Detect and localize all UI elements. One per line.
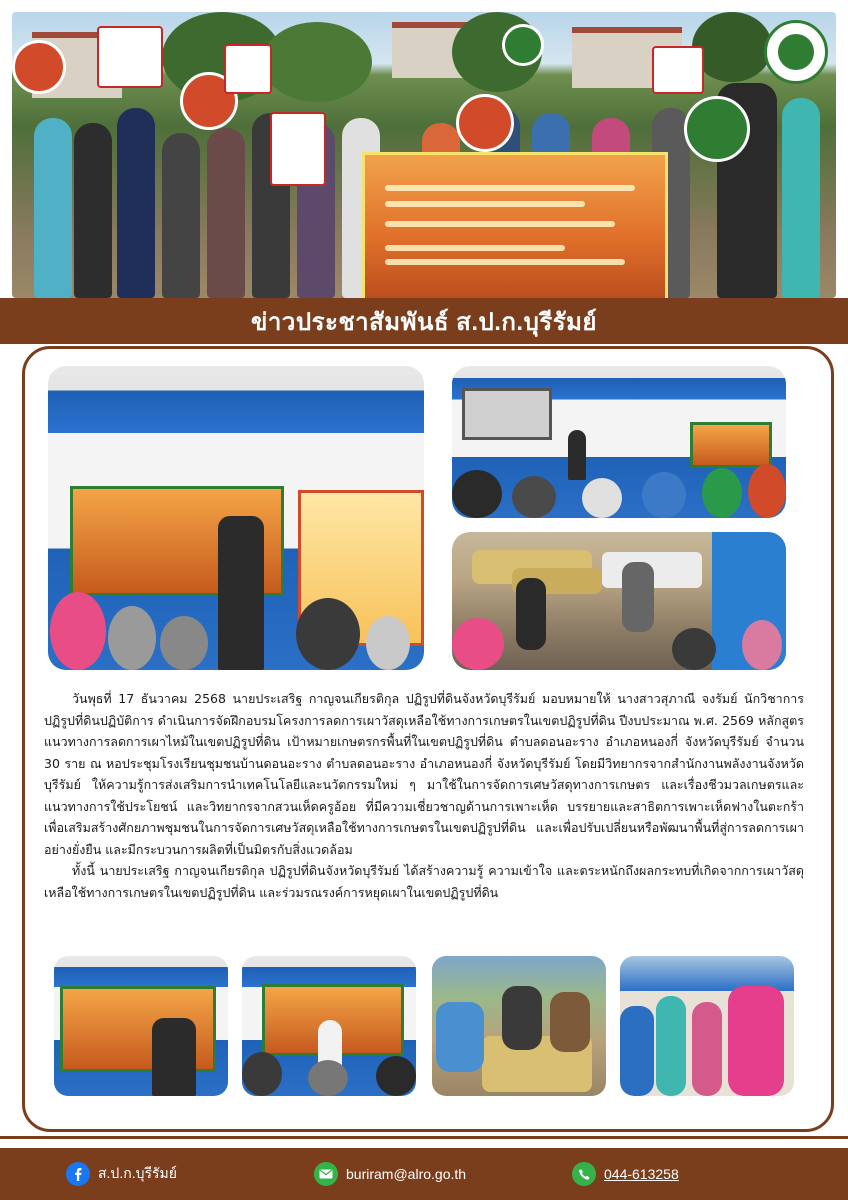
email-link[interactable] — [314, 1162, 466, 1186]
header-band — [0, 298, 848, 344]
photo-participants-products — [620, 956, 794, 1096]
phone-icon — [572, 1162, 596, 1186]
facebook-label: ส.ป.ก.บุรีรัมย์ — [98, 1165, 177, 1181]
email-icon — [314, 1162, 338, 1186]
email-label: buriram@alro.go.th — [346, 1166, 467, 1182]
footer-divider — [0, 1136, 848, 1139]
facebook-icon — [66, 1162, 90, 1186]
photo-audience-training — [452, 366, 786, 518]
footer-bar — [0, 1148, 848, 1200]
photo-presenter-stage — [242, 956, 416, 1096]
photo-speaker-banner — [54, 956, 228, 1096]
hero-group-photo — [12, 12, 836, 298]
phone-link[interactable] — [572, 1162, 679, 1186]
photo-mushroom-demo — [452, 532, 786, 670]
campaign-banner — [362, 152, 668, 298]
photo-speaker-hall — [48, 366, 424, 670]
facebook-link[interactable] — [66, 1162, 177, 1186]
alro-seal-icon — [764, 20, 828, 84]
page-title: ข่าวประชาสัมพันธ์ ส.ป.ก.บุรีรัมย์ — [251, 308, 597, 336]
photo-straw-basket — [432, 956, 606, 1096]
article-paragraph-2: ทั้งนี้ นายประเสริฐ กาญจนเกียรติกุล ปฏิรูปที่ดินจังหวัดบุรีรัมย์ ได้สร้างความรู้ ความเข้าใจ และตระหนักถึงผลกระทบที่เกิดจากการเผาวัสดุเหลือใช้ทางการเกษตรในเขตปฏิรูปที่ดิน และร่วมรณรงค์การหยุดเผาในเขตปฏิรูปที่ดิน — [44, 863, 804, 900]
article-paragraph-1: วันพุธที่ 17 ธันวาคม 2568 นายประเสริฐ กาญจนเกียรติกุล ปฏิรูปที่ดินจังหวัดบุรีรัมย์ มอบหมายให้ นางสาวสุภาณี จงรัมย์ นักวิชาการปฏิรูปที่ดินปฏิบัติการ ดำเนินการจัดฝึกอบรมโครงการลดการเผาวัสดุเหลือใช้ทางการเกษตรในเขตปฏิรูปที่ดิน ปีงบประมาณ พ.ศ. 2569 หลักสูตรแนวทางการลดการเผาไหม้ในเขตปฏิรูปที่ดิน เป้าหมายเกษตรกรพื้นที่ในเขตปฏิรูปที่ดิน ตำบลดอนอะราง อำเภอหนองกี่ จังหวัดบุรีรัมย์ จำนวน 30 ราย ณ หอประชุมโรงเรียนชุมชนบ้านดอนอะราง ตำบลดอนอะราง อำเภอหนองกี่ จังหวัดบุรีรัมย์ โดยมีวิทยากรจากสำนักงานพลังงานจังหวัดบุรีรัมย์ ให้ความรู้การส่งเสริมการนำเทคโนโลยีและนวัตกรรมใหม่ ๆ มาใช้ในการจัดการเศษวัสดุทางการเกษตร และเรื่องชีวมวลเกษตรและแนวทางการใช้ประโยชน์ และวิทยากรจากสวนเห็ดครูอ้อย ที่มีความเชี่ยวชาญด้านการเพาะเห็ด บรรยายและสาธิตการเพาะเห็ดฟางในตะกร้า เพื่อเสริมสร้างศักยภาพชุมชนในการจัดการเศษวัสดุเหลือใช้ทางการเกษตรในเขตปฏิรูปที่ดิน และเพื่อปรับเปลี่ยนหรือพัฒนาพื้นที่สู่การลดการเผาอย่างยั่งยืน และมีกระบวนการผลิตที่เป็นมิตรกับสิ่งแวดล้อม — [44, 691, 804, 857]
phone-label: 044-613258 — [604, 1166, 679, 1182]
article-body — [44, 688, 804, 903]
